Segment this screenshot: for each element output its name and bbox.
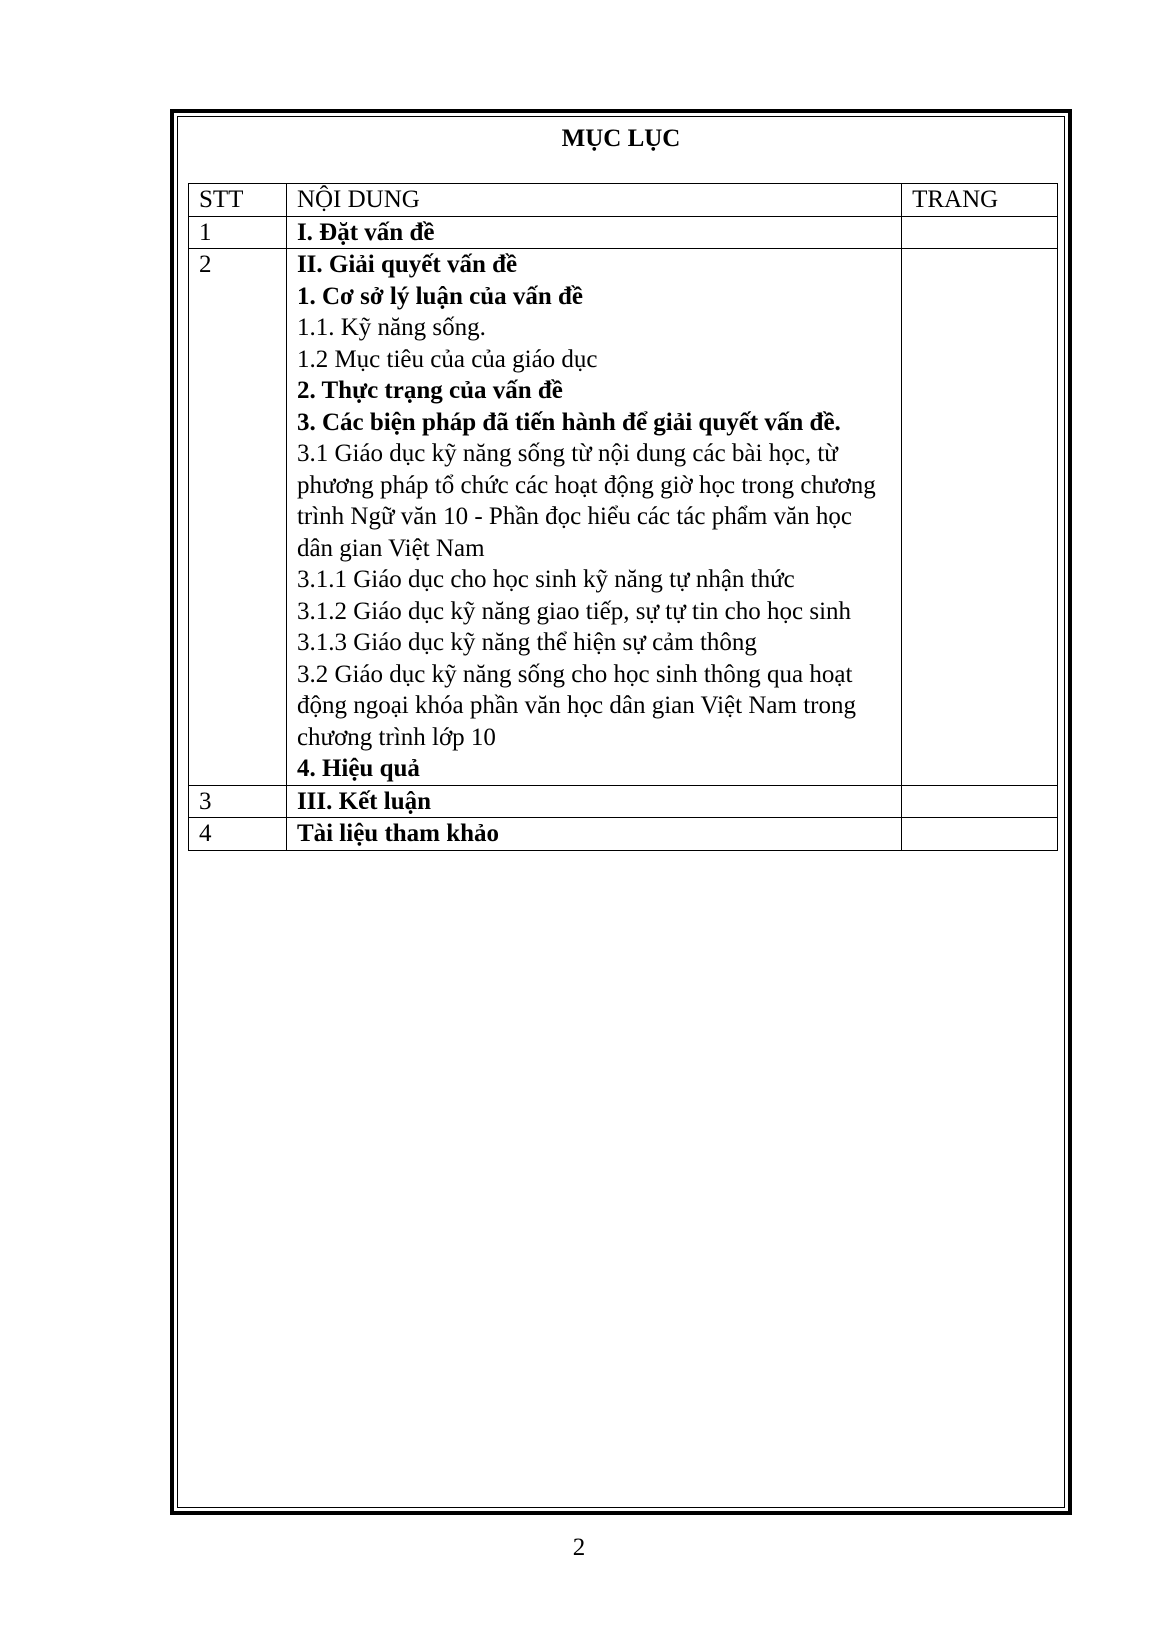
toc-row-page (902, 818, 1058, 851)
toc-entry: 1.1. Kỹ năng sống. (296, 314, 486, 341)
toc-row-stt: 4 (189, 818, 287, 851)
toc-row-page (902, 216, 1058, 249)
toc-entry: 1. Cơ sở lý luận của vấn đề (296, 282, 584, 310)
toc-entry: Tài liệu tham khảo (296, 820, 500, 847)
toc-entry: 3.1.2 Giáo dục kỹ năng giao tiếp, sự tự tin cho học sinh (296, 597, 852, 625)
toc-header-row (189, 184, 1058, 217)
header-stt: STT (189, 184, 287, 217)
toc-row-content (286, 818, 901, 851)
header-page: TRANG (902, 184, 1058, 217)
toc-table-body (189, 184, 1058, 851)
toc-entry: 3. Các biện pháp đã tiến hành để giải quyết vấn đề. (296, 408, 841, 436)
header-content: NỘI DUNG (286, 184, 901, 217)
page-border-frame (171, 110, 1071, 1514)
toc-row-content (286, 249, 901, 786)
toc-table (188, 183, 1058, 851)
toc-row-page (902, 785, 1058, 818)
toc-row (189, 785, 1058, 818)
toc-entry: II. Giải quyết vấn đề (296, 251, 518, 278)
toc-entry: 2. Thực trạng của vấn đề (296, 377, 563, 404)
toc-row-stt: 3 (189, 785, 287, 818)
toc-row (189, 818, 1058, 851)
toc-title: MỤC LỤC (561, 125, 681, 152)
toc-row-stt: 1 (189, 216, 287, 249)
toc-row (189, 216, 1058, 249)
toc-entry: 4. Hiệu quả (296, 755, 420, 782)
toc-entry: III. Kết luận (296, 787, 431, 815)
page-number: 2 (572, 1534, 586, 1561)
toc-entry: 3.1.1 Giáo dục cho học sinh kỹ năng tự nhận thức (296, 566, 795, 593)
toc-entry: 3.1 Giáo dục kỹ năng sống từ nội dung các bài học, từ phương pháp tổ chức các hoạt động giờ học trong chương trình Ngữ văn 10 - Phần đọc hiểu các tác phẩm văn học dân gian Việt Nam (296, 440, 876, 562)
toc-entry: I. Đặt vấn đề (296, 218, 435, 246)
toc-row (189, 249, 1058, 786)
toc-row-content (286, 216, 901, 249)
toc-row-page (902, 249, 1058, 786)
toc-entry: 3.2 Giáo dục kỹ năng sống cho học sinh thông qua hoạt động ngoại khóa phần văn học dân gian Việt Nam trong chương trình lớp 10 (296, 660, 856, 751)
toc-row-stt: 2 (189, 249, 287, 786)
toc-entry: 1.2 Mục tiêu của của giáo dục (296, 345, 598, 373)
toc-row-content (286, 785, 901, 818)
toc-entry: 3.1.3 Giáo dục kỹ năng thể hiện sự cảm thông (296, 629, 757, 656)
